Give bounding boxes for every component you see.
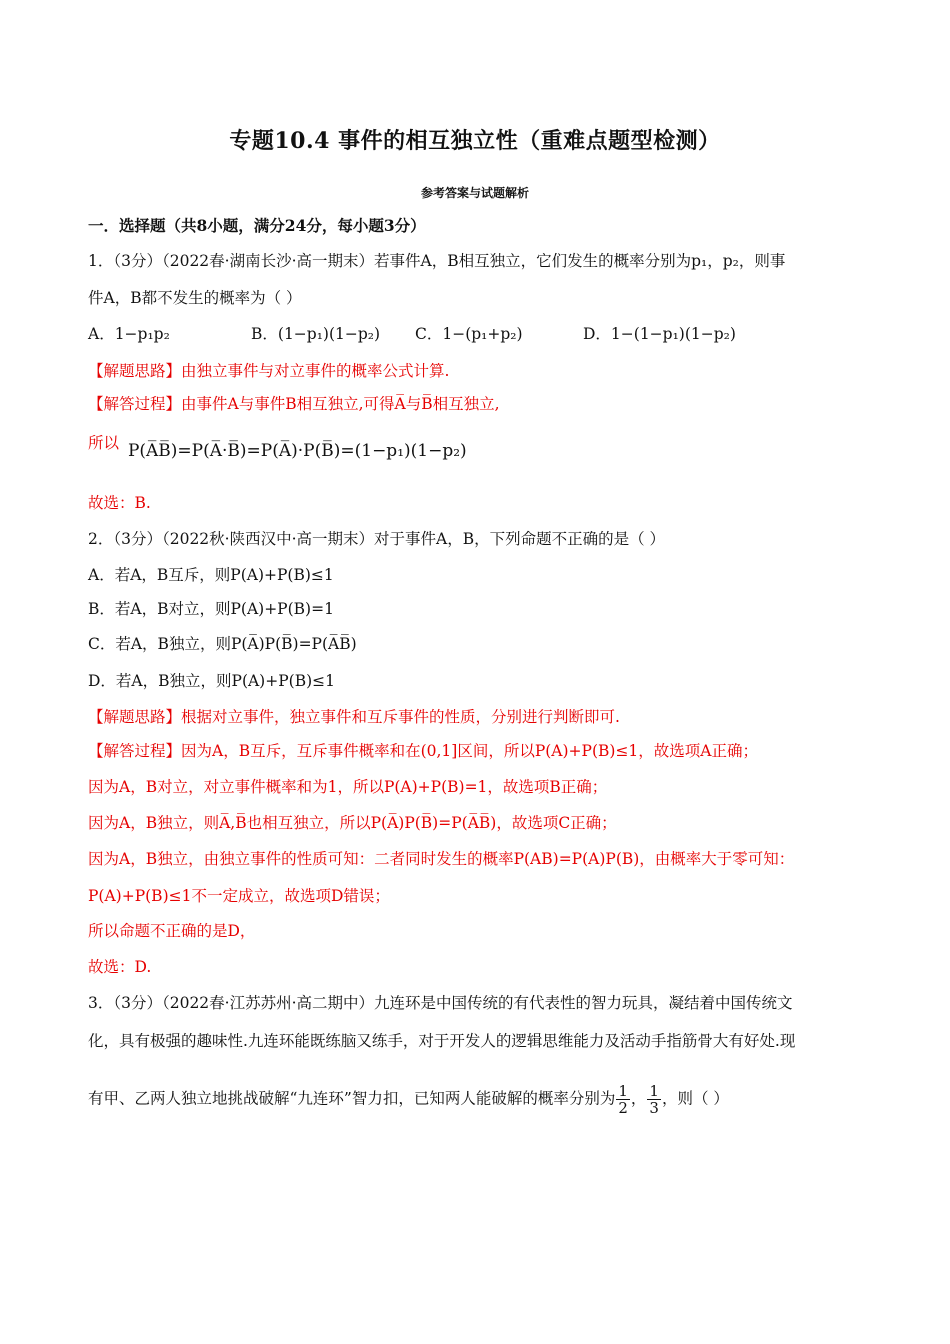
- q3-stem-line3-end: ，则（ ）: [661, 1089, 729, 1108]
- q2-solution-process-2: 因为A，B对立，对立事件概率和为1，所以P(A)+P(B)=1，故选项B正确；: [88, 778, 608, 796]
- q2-solution-process-3: 因为A，B独立，则A̅,B̅也相互独立，所以P(A̅)P(B̅)=P(A̅B̅)，故选项C正确；: [88, 814, 617, 832]
- q1-option-d: D．1−(1−p₁)(1−p₂): [583, 325, 736, 343]
- q1-solution-process: 【解答过程】由事件A与事件B相互独立,可得A̅与B̅相互独立,: [88, 395, 500, 413]
- q3-stem-line3-text: 有甲、乙两人独立地挑战破解“九连环”智力扣，已知两人能破解的概率分别为: [88, 1089, 616, 1108]
- q3-fraction-1-den: 2: [618, 1099, 628, 1117]
- q2-solution-process-6: 所以命题不正确的是D，: [88, 922, 256, 940]
- page-subtitle: 参考答案与试题解析: [420, 186, 529, 200]
- q3-fraction-2: [647, 1083, 661, 1116]
- q3-separator: ，: [630, 1089, 647, 1108]
- q3-fraction-1: [616, 1083, 630, 1116]
- q1-formula-prefix: 所以: [88, 434, 120, 452]
- page-title: 专题10.4 事件的相互独立性（重难点题型检测）: [229, 128, 721, 154]
- q1-solution-idea: 【解题思路】由独立事件与对立事件的概率公式计算.: [88, 362, 450, 380]
- q2-option-c: C．若A，B独立，则P(A̅)P(B̅)=P(A̅B̅): [88, 635, 357, 653]
- q1-formula-row: [88, 432, 467, 461]
- q3-fraction-2-den: 3: [649, 1099, 659, 1117]
- q1-stem-line1: 1．（3分）（2022春·湖南长沙·高一期末）若事件A，B相互独立，它们发生的概率分别为p₁，p₂，则事: [88, 252, 786, 270]
- q3-fraction-2-num: 1: [649, 1082, 659, 1100]
- q2-stem: 2．（3分）（2022秋·陕西汉中·高一期末）对于事件A，B，下列命题不正确的是（ ）: [88, 530, 666, 548]
- q1-formula: P(A̅B̅)=P(A̅·B̅)=P(A̅)·P(B̅)=(1−p₁)(1−p₂): [127, 441, 467, 461]
- q3-stem-line1: 3．（3分）（2022春·江苏苏州·高二期中）九连环是中国传统的有代表性的智力玩具，凝结着中国传统文: [88, 994, 793, 1012]
- q1-answer: 故选：B.: [88, 494, 151, 512]
- q2-solution-idea: 【解题思路】根据对立事件，独立事件和互斥事件的性质，分别进行判断即可.: [88, 708, 620, 726]
- q1-option-a: A．1−p₁p₂: [88, 325, 170, 343]
- section-heading: 一．选择题（共8小题，满分24分，每小题3分）: [88, 216, 426, 235]
- q2-option-d: D．若A，B独立，则P(A)+P(B)≤1: [88, 672, 335, 690]
- q3-fraction-1-num: 1: [618, 1082, 628, 1100]
- q3-stem-line2: 化，具有极强的趣味性.九连环能既练脑又练手，对于开发人的逻辑思维能力及活动手指筋骨大有好处.现: [88, 1032, 796, 1050]
- q2-option-a: A．若A，B互斥，则P(A)+P(B)≤1: [88, 566, 334, 584]
- q2-answer: 故选：D.: [88, 958, 152, 976]
- q1-option-c: C．1−(p₁+p₂): [415, 325, 523, 343]
- q3-stem-line3: [88, 1083, 729, 1116]
- q2-solution-process-4: 因为A，B独立，由独立事件的性质可知：二者同时发生的概率P(AB)=P(A)P(B)，由概率大于零可知：: [88, 850, 795, 868]
- q2-solution-process-1: 【解答过程】因为A，B互斥，互斥事件概率和在(0,1]区间，所以P(A)+P(B)≤1，故选项A正确；: [88, 742, 758, 760]
- q1-option-b: B．(1−p₁)(1−p₂): [251, 325, 381, 343]
- q2-option-b: B．若A，B对立，则P(A)+P(B)=1: [88, 600, 334, 618]
- q2-solution-process-5: P(A)+P(B)≤1不一定成立，故选项D错误；: [88, 887, 390, 905]
- q1-stem-line2: 件A，B都不发生的概率为（ ）: [88, 289, 302, 307]
